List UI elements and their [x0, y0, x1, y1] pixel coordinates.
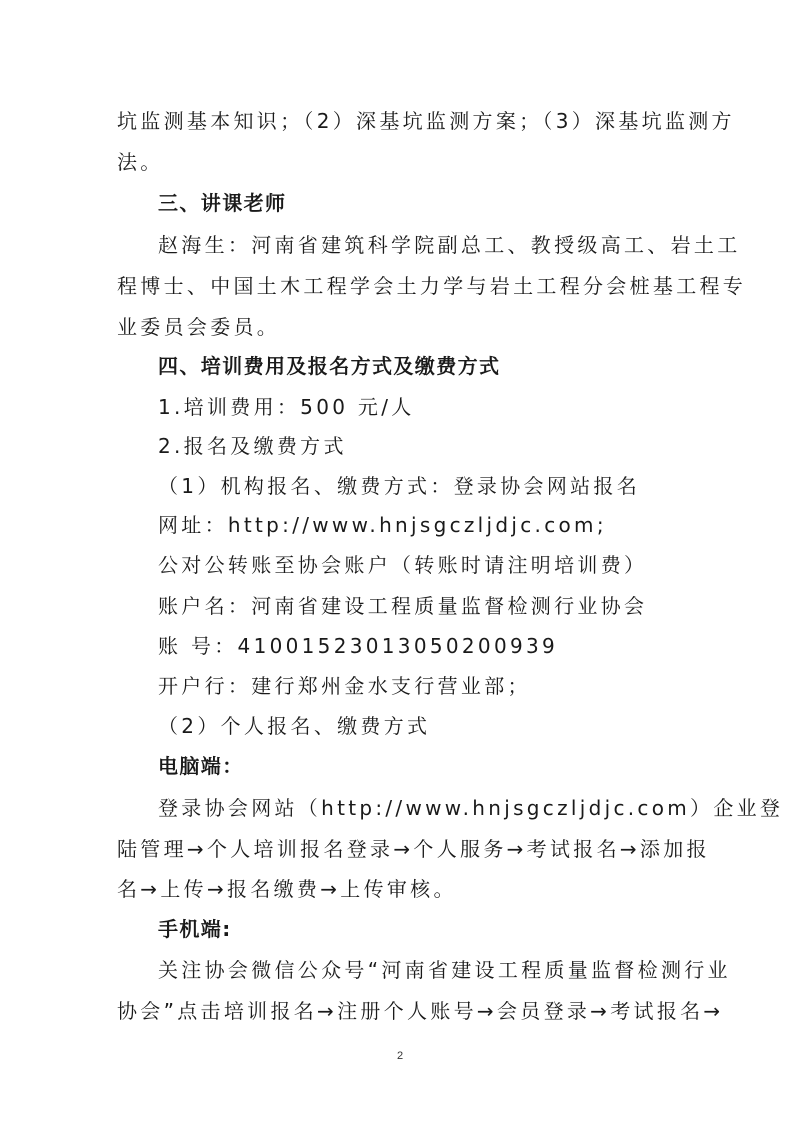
subheading-mobile: 手机端:: [158, 917, 232, 941]
account-number-line: 账 号：410015230130502009​39: [158, 634, 559, 658]
section-heading-fees: 四、培训费用及报名方式及缴费方式: [158, 354, 501, 378]
body-text-line: 公对公转账至协会账户（转账时请注明培训费）: [158, 553, 648, 577]
body-text-line: 程博士、中国土木工程学会土力学与岩土工程分会桩基工程专: [117, 274, 747, 298]
body-text-line: 名→上传→报名缴费→上传审核。: [117, 877, 457, 901]
bank-line: 开户行：建行郑州金水支行营业部；: [158, 674, 531, 698]
body-text-line: 登录协会网站（http://www.hnjsgczljdjc.com）企业登: [158, 796, 784, 820]
body-text-line: （2）个人报名、缴费方式: [158, 714, 431, 738]
body-text-line: 业委员会委员。: [117, 315, 281, 339]
body-text-line: 关注协会微信公众号“河南省建设工程质量监督检测行业: [158, 958, 731, 982]
page-number: 2: [396, 1050, 404, 1062]
body-text-line: 协会”点击培训报名→注册个人账号→会员登录→考试报名→: [117, 999, 724, 1023]
account-name-line: 账户名：河南省建设工程质量监督检测行业协会: [158, 594, 648, 618]
body-text-line: 2.报名及缴费方式: [158, 434, 347, 458]
body-text-line: 坑监测基本知识；（2）深基坑监测方案；（3）深基坑监测方: [117, 109, 735, 133]
body-text-line: 1.培训费用：500 元/人: [158, 395, 415, 419]
website-line: 网址：http://www.hnjsgczljdjc.com;: [158, 513, 607, 537]
section-heading-lecturer: 三、讲课老师: [158, 191, 287, 215]
subheading-pc: 电脑端：: [158, 754, 244, 778]
body-text-line: 赵海生：河南省建筑科学院副总工、教授级高工、岩土工: [158, 233, 741, 257]
body-text-line: 陆管理→个人培训报名登录→个人服务→考试报名→添加报: [117, 837, 710, 861]
body-text-line: （1）机构报名、缴费方式：登录协会网站报名: [158, 474, 641, 498]
body-text-line: 法。: [117, 150, 164, 174]
